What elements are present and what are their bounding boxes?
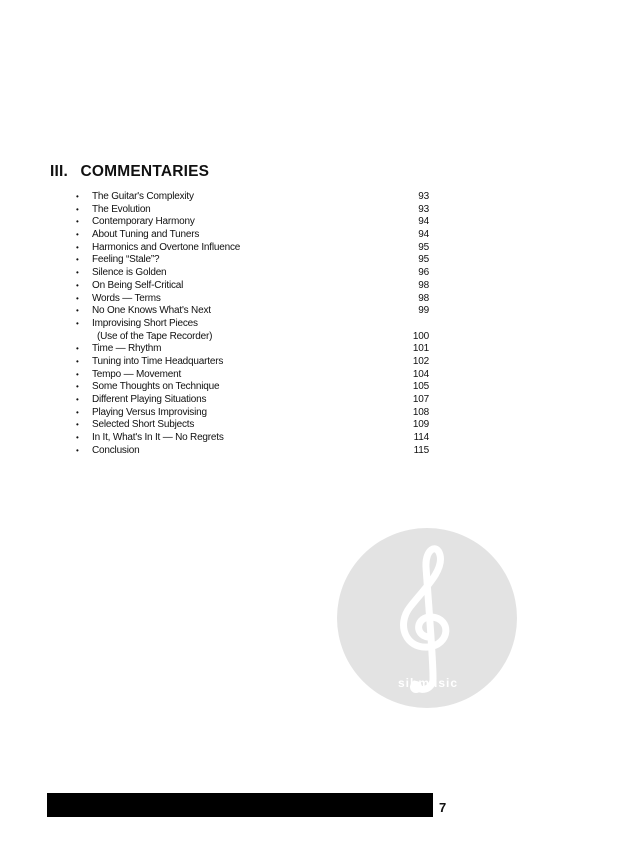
toc-entry: [0, 419, 640, 432]
bullet-icon: •: [76, 318, 79, 328]
toc-entry-page: 95: [418, 241, 429, 253]
toc-entry-page: 115: [413, 444, 429, 456]
bullet-icon: •: [76, 230, 79, 240]
toc-entry: [0, 381, 640, 394]
toc-entry-subtitle: (Use of the Tape Recorder): [97, 330, 213, 342]
toc-entry-page: 96: [418, 267, 429, 279]
bullet-icon: •: [76, 242, 79, 252]
toc-entry-title: Words — Terms: [92, 292, 161, 304]
bullet-icon: •: [76, 217, 79, 227]
toc-entry: [0, 204, 640, 217]
bullet-icon: •: [76, 420, 79, 430]
toc-entry: [0, 407, 640, 420]
toc-entry: [0, 369, 640, 382]
bullet-icon: •: [76, 433, 79, 443]
section-heading: [50, 163, 209, 181]
toc-entry: [0, 394, 640, 407]
bullet-icon: •: [76, 192, 79, 201]
bullet-icon: •: [76, 407, 79, 417]
toc-entry: [0, 356, 640, 369]
bullet-icon: •: [76, 204, 79, 214]
toc-entry: [0, 229, 640, 242]
toc-entry-page: 108: [412, 406, 429, 418]
toc-entry-title: No One Knows What's Next: [92, 305, 211, 317]
toc-entry-title: Some Thoughts on Technique: [92, 381, 220, 393]
toc-entry-page: 114: [413, 432, 429, 444]
toc-entry-title: In It, What's In It — No Regrets: [92, 432, 224, 444]
bullet-icon: •: [76, 268, 79, 278]
table-of-contents: [0, 191, 640, 457]
toc-entry: [0, 293, 640, 306]
toc-entry: [0, 305, 640, 318]
watermark: [336, 527, 518, 709]
toc-entry-title: Harmonics and Overtone Influence: [92, 241, 241, 253]
section-title: COMMENTARIES: [80, 163, 210, 180]
toc-entry-title: The Evolution: [92, 203, 151, 215]
toc-entry: [0, 343, 640, 356]
toc-entry-title: Contemporary Harmony: [92, 216, 195, 228]
toc-entry-page: 107: [412, 394, 429, 406]
toc-entry-title: Playing Versus Improvising: [92, 406, 207, 418]
bullet-icon: •: [76, 293, 79, 303]
toc-entry: [0, 254, 640, 267]
toc-entry-title: Time — Rhythm: [92, 343, 162, 355]
toc-entry-page: 94: [418, 229, 429, 241]
bullet-icon: •: [76, 306, 79, 316]
toc-entry-page: 98: [418, 279, 429, 291]
toc-entry: [0, 280, 640, 293]
bullet-icon: •: [76, 445, 79, 455]
toc-entry-page: 94: [418, 216, 429, 228]
toc-entry-title: The Guitar's Complexity: [92, 191, 194, 202]
toc-entry-page: 93: [418, 191, 429, 202]
toc-entry-page: 105: [412, 381, 429, 393]
toc-entry-title: Tempo — Movement: [92, 368, 182, 380]
toc-entry-title: Feeling “Stale”?: [92, 254, 160, 266]
bullet-icon: •: [76, 255, 79, 265]
svg-text:sibmusic: sibmusic: [397, 676, 459, 690]
section-numeral: III.: [50, 163, 69, 180]
toc-entry-title: Conclusion: [92, 444, 140, 456]
toc-entry-page: 109: [412, 419, 429, 431]
bullet-icon: •: [76, 382, 79, 392]
toc-entry-page: 101: [412, 343, 429, 355]
bullet-icon: •: [76, 356, 79, 366]
toc-entry-page: 100: [412, 330, 429, 342]
bullet-icon: •: [76, 369, 79, 379]
toc-entry: [0, 216, 640, 229]
treble-clef-icon: [336, 527, 518, 709]
toc-entry-title: On Being Self-Critical: [92, 279, 184, 291]
toc-entry-page: 99: [418, 305, 429, 317]
toc-entry: [0, 318, 640, 343]
toc-entry-title: Silence is Golden: [92, 267, 167, 279]
toc-entry-page: 98: [418, 292, 429, 304]
toc-entry-title: Different Playing Situations: [92, 394, 207, 406]
toc-entry-title: Selected Short Subjects: [92, 419, 195, 431]
toc-entry-page: 104: [412, 368, 429, 380]
bullet-icon: •: [76, 280, 79, 290]
toc-entry-title: Tuning into Time Headquarters: [92, 355, 224, 367]
toc-entry: [0, 445, 640, 458]
toc-entry-page: 95: [418, 254, 429, 266]
footer-bar: [47, 793, 433, 817]
bullet-icon: •: [76, 344, 79, 354]
toc-entry: [0, 432, 640, 445]
toc-entry-page: 93: [418, 203, 429, 215]
bullet-icon: •: [76, 395, 79, 405]
toc-entry: [0, 267, 640, 280]
page-number: 7: [439, 800, 447, 815]
toc-entry: [0, 242, 640, 255]
toc-entry: [0, 191, 640, 204]
toc-entry-title: Improvising Short Pieces: [92, 317, 198, 329]
toc-entry-title: About Tuning and Tuners: [92, 229, 200, 241]
toc-entry-page: 102: [412, 355, 429, 367]
